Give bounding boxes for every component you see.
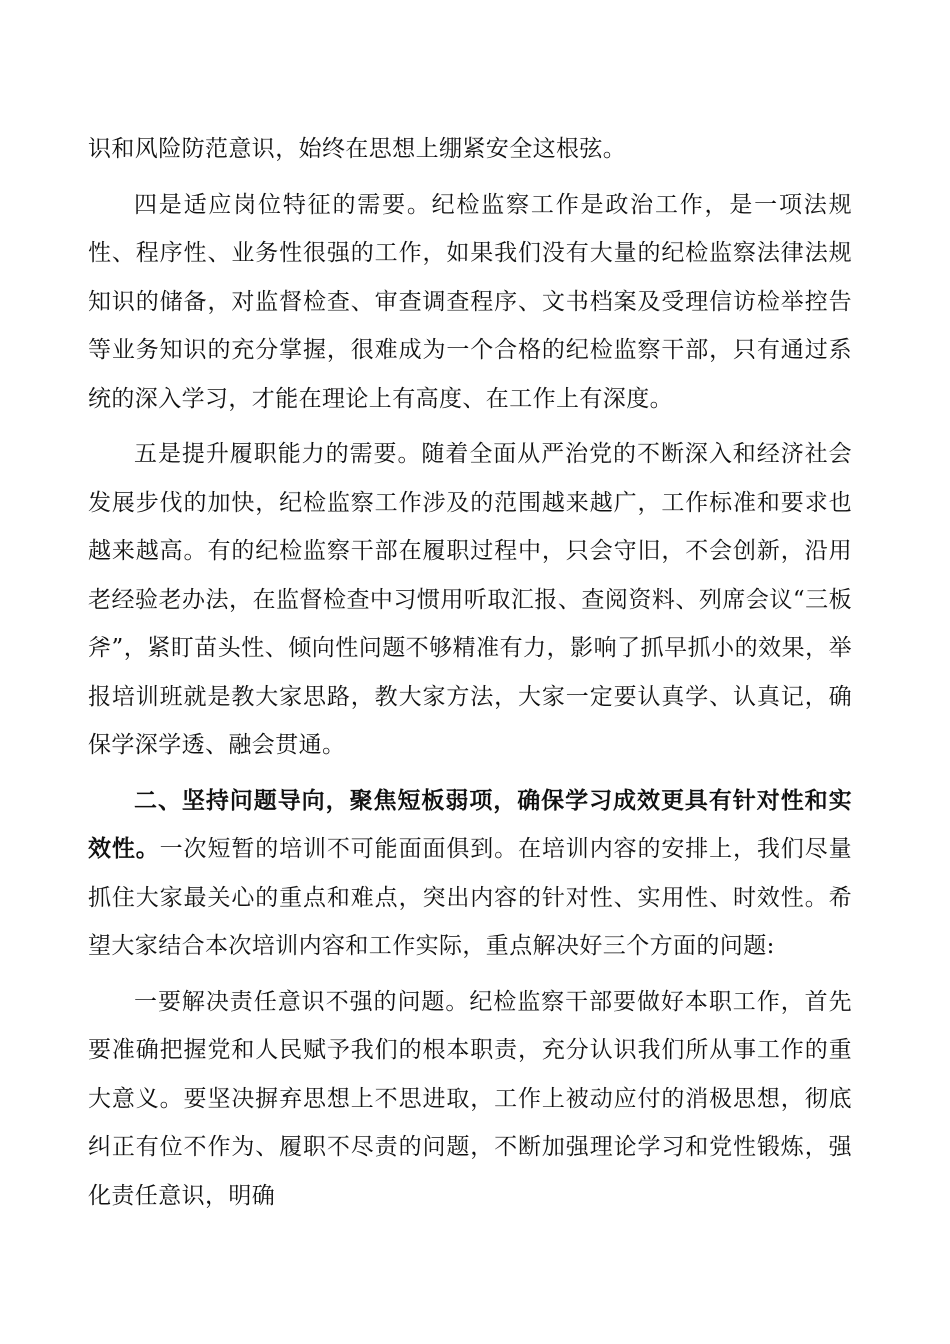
paragraph-responsibility: 一要解决责任意识不强的问题。纪检监察干部要做好本职工作，首先要准确把握党和人民赋予我们的根本职责，充分认识我们所从事工作的重大意义。要坚决摒弃思想上不思进取，工作上被动应付的消极思想，彻底纠正有位不作为、履职不尽责的问题，不断加强理论学习和党性锻炼，强化责任意识，明确: [88, 988, 852, 1209]
paragraph-performance-ability: 五是提升履职能力的需要。随着全面从严治党的不断深入和经济社会发展步伐的加快，纪检监察工作涉及的范围越来越广，工作标准和要求也越来越高。有的纪检监察干部在履职过程中，只会守旧，不会创新，沿用老经验老办法，在监督检查中习惯用听取汇报、查阅资料、列席会议“三板斧”，紧盯苗头性、倾向性问题不够精准有力，影响了抓早抓小的效果，举报培训班就是教大家思路，教大家方法，大家一定要认真学、认真记，确保学深学透、融会贯通。: [88, 441, 852, 758]
paragraph-job-characteristics: 四是适应岗位特征的需要。纪检监察工作是政治工作，是一项法规性、程序性、业务性很强的工作，如果我们没有大量的纪检监察法律法规知识的储备，对监督检查、审查调查程序、文书档案及受理信访检举控告等业务知识的充分掌握，很难成为一个合格的纪检监察干部，只有通过系统的深入学习，才能在理论上有高度、在工作上有深度。: [88, 191, 852, 412]
paragraph-continuation: 识和风险防范意识，始终在思想上绷紧安全这根弦。: [88, 136, 627, 162]
document-page: [88, 125, 852, 1227]
section-heading: 二、坚持问题导向，聚焦短板弱项，确保学习成效更具有针对性和实效性。: [88, 787, 852, 862]
paragraph-section-two: [88, 777, 852, 971]
section-body: 一次短暂的培训不可能面面俱到。在培训内容的安排上，我们尽量抓住大家最关心的重点和难点，突出内容的针对性、实用性、时效性。希望大家结合本次培训内容和工作实际，重点解决好三个方面的问题:: [88, 836, 852, 959]
